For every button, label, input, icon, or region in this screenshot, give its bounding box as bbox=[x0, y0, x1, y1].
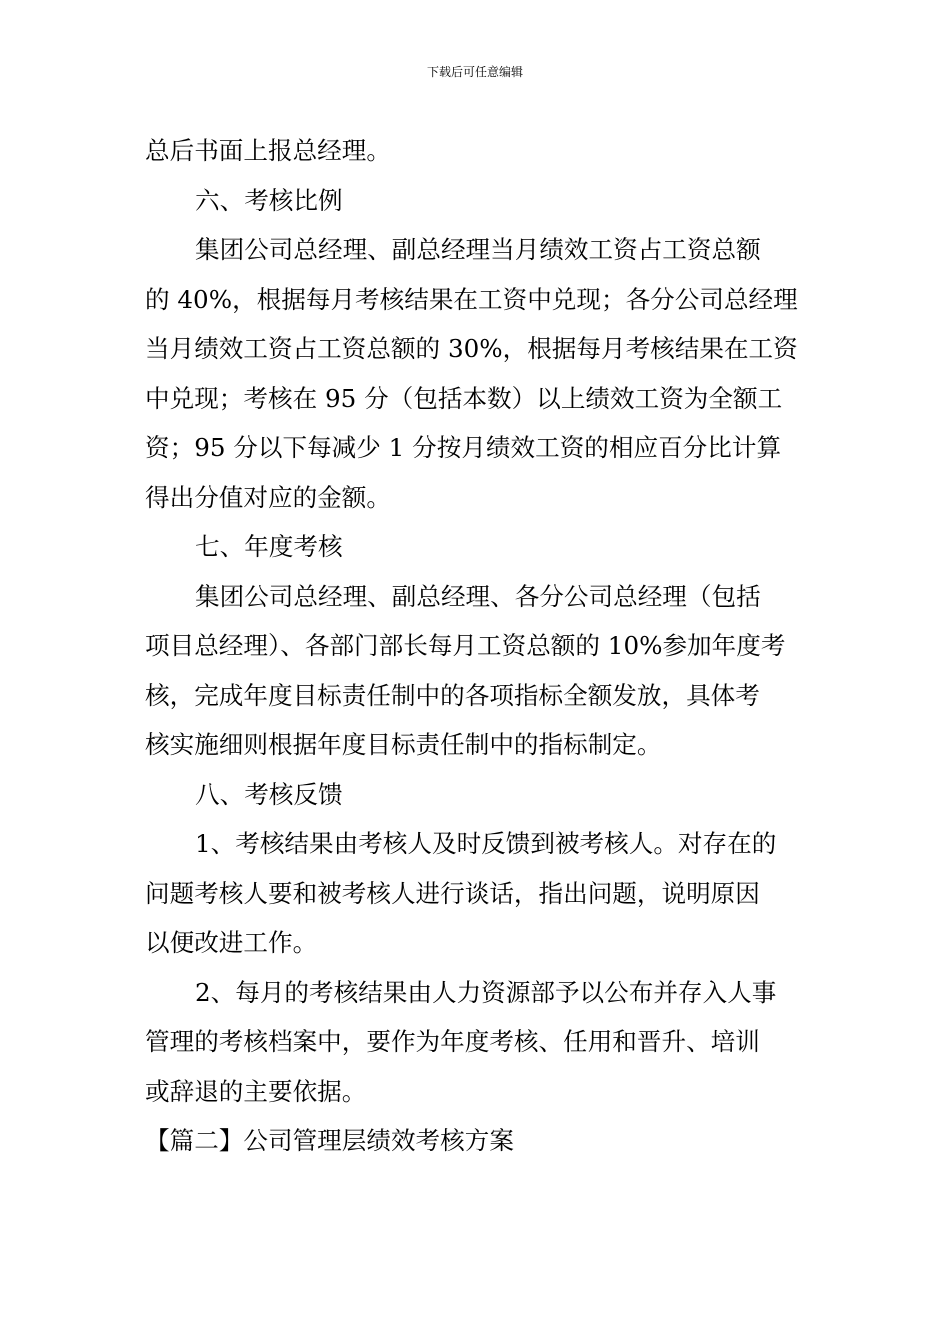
document-body bbox=[145, 126, 807, 1166]
part-title: 【篇二】公司管理层绩效考核方案 bbox=[145, 1126, 514, 1155]
paragraph-line: 总后书面上报总经理。 bbox=[145, 136, 391, 165]
paragraph-line: 资；95 分以下每减少 1 分按月绩效工资的相应百分比计算 bbox=[145, 433, 782, 462]
page-header: 下载后可任意编辑 bbox=[426, 65, 523, 79]
paragraph-line: 或辞退的主要依据。 bbox=[145, 1076, 367, 1106]
paragraph-line: 1、考核结果由考核人及时反馈到被考核人。对存在的 bbox=[195, 829, 777, 858]
paragraph-line: 问题考核人要和被考核人进行谈话，指出问题，说明原因 bbox=[145, 878, 760, 908]
paragraph-line: 2、每月的考核结果由人力资源部予以公布并存入人事 bbox=[195, 977, 777, 1007]
section-heading: 六、考核比例 bbox=[195, 185, 343, 215]
paragraph-line: 得出分值对应的金额。 bbox=[145, 482, 391, 512]
paragraph-line: 当月绩效工资占工资总额的 30%，根据每月考核结果在工资 bbox=[145, 334, 798, 363]
paragraph-line: 以便改进工作。 bbox=[145, 928, 318, 957]
paragraph-line: 中兑现；考核在 95 分（包括本数）以上绩效工资为全额工 bbox=[145, 383, 783, 413]
paragraph-line: 集团公司总经理、副总经理当月绩效工资占工资总额 bbox=[195, 235, 761, 264]
paragraph-line: 集团公司总经理、副总经理、各分公司总经理（包括 bbox=[195, 581, 761, 611]
paragraph-line: 的 40%，根据每月考核结果在工资中兑现；各分公司总经理 bbox=[145, 284, 798, 314]
paragraph-line: 核实施细则根据年度目标责任制中的指标制定。 bbox=[145, 730, 662, 759]
section-heading: 七、年度考核 bbox=[195, 532, 343, 561]
paragraph-line: 核，完成年度目标责任制中的各项指标全额发放，具体考 bbox=[145, 680, 760, 710]
paragraph-line: 管理的考核档案中，要作为年度考核、任用和晋升、培训 bbox=[145, 1027, 760, 1056]
paragraph-line: 项目总经理）、各部门部长每月工资总额的 10%参加年度考 bbox=[145, 631, 786, 660]
section-heading: 八、考核反馈 bbox=[195, 779, 343, 809]
